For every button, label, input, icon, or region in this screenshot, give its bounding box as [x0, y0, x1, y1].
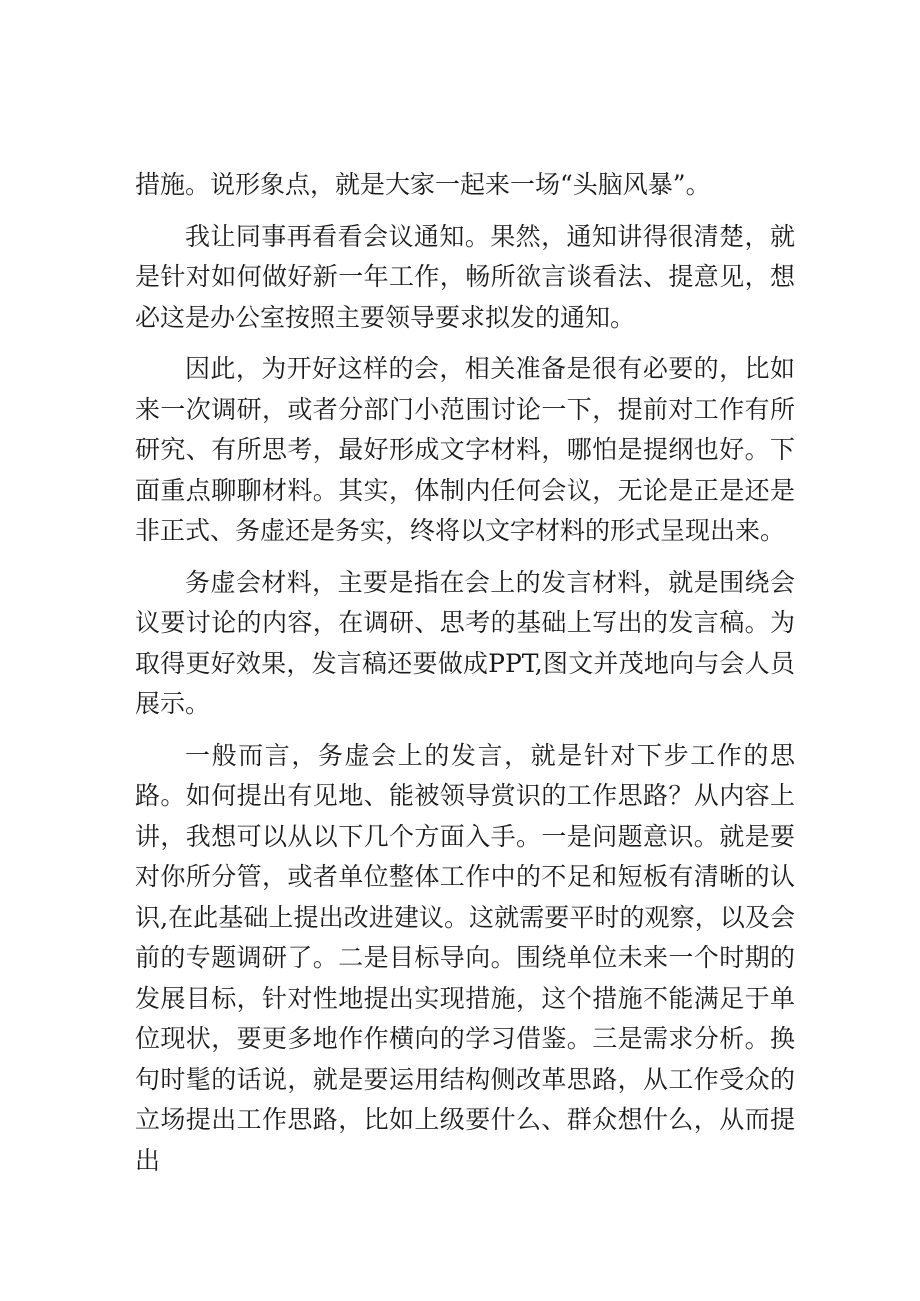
document-body [135, 165, 795, 1192]
paragraph-preparation: 因此，为开好这样的会，相关准备是很有必要的，比如来一次调研，或者分部门小范围讨论一下，提前对工作有所研究、有所思考，最好形成文字材料，哪怕是提纲也好。下面重点聊聊材料。其实，体制内任何会议，无论是正是还是非正式、务虚还是务实，终将以文字材料的形式呈现出来。 [135, 354, 795, 545]
paragraph-speech-materials: 务虚会材料，主要是指在会上的发言材料，就是围绕会议要讨论的内容，在调研、思考的基础上写出的发言稿。为取得更好效果，发言稿还要做成PPT,图文并茂地向与会人员展示。 [135, 567, 795, 718]
paragraph-continuation: 措施。说形象点，就是大家一起来一场“头脑风暴”。 [135, 170, 711, 199]
paragraph-work-ideas: 一般而言，务虚会上的发言，就是针对下步工作的思路。如何提出有见地、能被领导赏识的工作思路？从内容上讲，我想可以从以下几个方面入手。一是问题意识。就是要对你所分管，或者单位整体工作中的不足和短板有清晰的认识,在此基础上提出改进建议。这就需要平时的观察，以及会前的专题调研了。二是目标导向。围绕单位未来一个时期的发展目标，针对性地提出实现措施，这个措施不能满足于单位现状，要更多地作作横向的学习借鉴。三是需求分析。换句时髦的话说，就是要运用结构侧改革思路，从工作受众的立场提出工作思路，比如上级要什么、群众想什么，从而提出 [135, 740, 795, 1175]
paragraph-meeting-notice: 我让同事再看看会议通知。果然，通知讲得很清楚，就是针对如何做好新一年工作，畅所欲言谈看法、提意见，想必这是办公室按照主要领导要求拟发的通知。 [135, 221, 795, 332]
